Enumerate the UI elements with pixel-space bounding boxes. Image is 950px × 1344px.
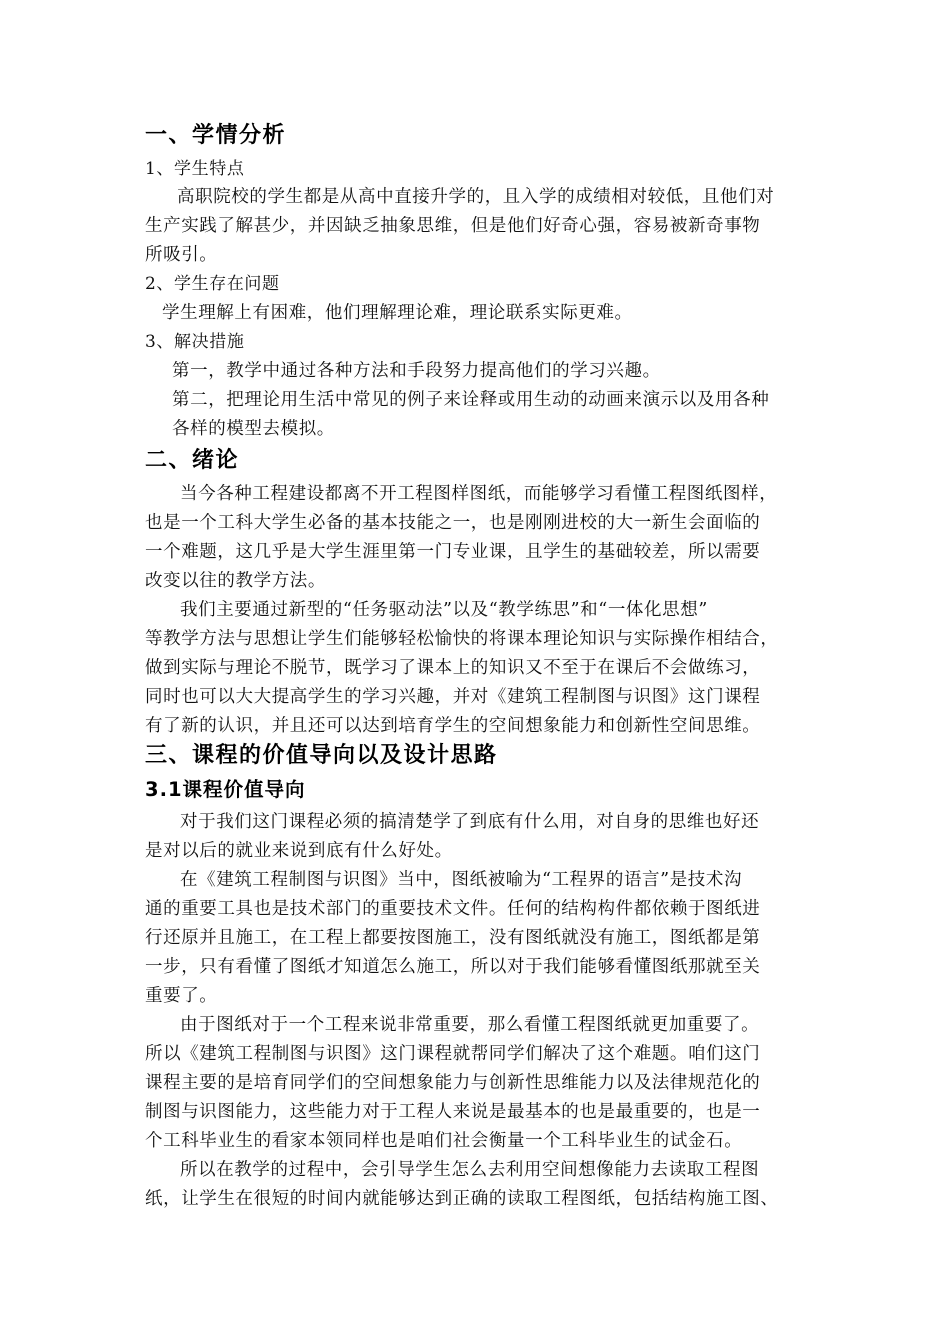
body-line: 所以在教学的过程中，会引导学生怎么去利用空间想像能力去读取工程图	[180, 1160, 760, 1180]
body-line: 生产实践了解甚少，并因缺乏抽象思维，但是他们好奇心强，容易被新奇事物	[145, 216, 761, 236]
subsection-title: 3、解决措施	[145, 332, 245, 352]
body-line: 由于图纸对于一个工程来说非常重要，那么看懂工程图纸就更加重要了。	[180, 1015, 760, 1035]
section-heading: 三、课程的价值导向以及设计思路	[145, 743, 498, 768]
body-line: 制图与识图能力，这些能力对于工程人来说是最基本的也是最重要的，也是一	[145, 1102, 761, 1122]
body-line: 一步，只有看懂了图纸才知道怎么施工，所以对于我们能够看懂图纸那就至关	[145, 957, 761, 977]
body-line: 有了新的认识，并且还可以达到培育学生的空间想象能力和创新性空间思维。	[145, 716, 761, 736]
subsection-title: 1、学生特点	[145, 159, 245, 179]
body-line: 我们主要通过新型的“任务驱动法”以及“教学练思”和“一体化思想”	[180, 600, 708, 620]
body-line: 是对以后的就业来说到底有什么好处。	[145, 841, 453, 861]
body-line: 一个难题，这几乎是大学生涯里第一门专业课，且学生的基础较差，所以需要	[145, 542, 761, 562]
section-heading: 二、绪论	[145, 448, 240, 473]
body-line: 对于我们这门课程必须的搞清楚学了到底有什么用，对自身的思维也好还	[180, 812, 760, 832]
body-line: 高职院校的学生都是从高中直接升学的，且入学的成绩相对较低，且他们对	[177, 187, 775, 207]
subsection-heading: 3.1课程价值导向	[145, 778, 306, 801]
body-line: 第一，教学中通过各种方法和手段努力提高他们的学习兴趣。	[172, 361, 661, 381]
body-line: 所吸引。	[145, 245, 218, 265]
body-line: 学生理解上有困难，他们理解理论难，理论联系实际更难。	[162, 303, 633, 323]
body-line: 通的重要工具也是技术部门的重要技术文件。任何的结构构件都依赖于图纸进	[145, 899, 761, 919]
body-line: 个工科毕业生的看家本领同样也是咱们社会衡量一个工科毕业生的试金石。	[145, 1131, 743, 1151]
body-line: 纸，让学生在很短的时间内就能够达到正确的读取工程图纸，包括结构施工图、	[145, 1189, 779, 1209]
body-line: 做到实际与理论不脱节，既学习了课本上的知识又不至于在课后不会做练习，	[145, 658, 761, 678]
body-line: 同时也可以大大提高学生的学习兴趣，并对《建筑工程制图与识图》这门课程	[145, 687, 761, 707]
body-line: 也是一个工科大学生必备的基本技能之一，也是刚刚进校的大一新生会面临的	[145, 513, 761, 533]
section-heading: 一、学情分析	[145, 123, 287, 148]
body-line: 重要了。	[145, 986, 218, 1006]
body-line: 所以《建筑工程制图与识图》这门课程就帮同学们解决了这个难题。咱们这门	[145, 1044, 761, 1064]
body-line: 各样的模型去模拟。	[172, 419, 335, 439]
subsection-title: 2、学生存在问题	[145, 274, 280, 294]
body-line: 改变以往的教学方法。	[145, 571, 326, 591]
body-line: 在《建筑工程制图与识图》当中，图纸被喻为“工程界的语言”是技术沟	[180, 870, 743, 890]
body-line: 当今各种工程建设都离不开工程图样图纸，而能够学习看懂工程图纸图样，	[180, 484, 778, 504]
body-line: 行还原并且施工，在工程上都要按图施工，没有图纸就没有施工，图纸都是第	[145, 928, 761, 948]
body-line: 等教学方法与思想让学生们能够轻松愉快的将课本理论知识与实际操作相结合，	[145, 629, 779, 649]
body-line: 第二，把理论用生活中常见的例子来诠释或用生动的动画来演示以及用各种	[172, 390, 770, 410]
body-line: 课程主要的是培育同学们的空间想象能力与创新性思维能力以及法律规范化的	[145, 1073, 761, 1093]
